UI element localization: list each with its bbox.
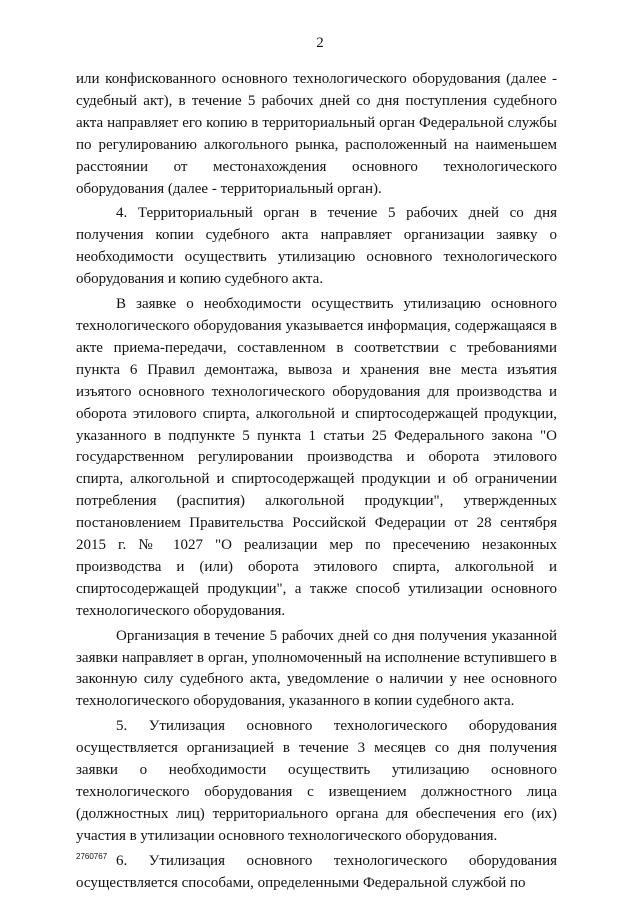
document-code: 2760767 <box>76 852 108 861</box>
paragraph-item-4: 4. Территориальный орган в течение 5 рабочих дней со дня получения копии судебного акта направляет организации заявку о необходимости осуществить утилизацию основного технологического оборудования и копию судебного акта. <box>76 205 557 288</box>
paragraph-application-content: В заявке о необходимости осуществить утилизацию основного технологического оборудования указывается информация, содержащаяся в акте приема-передачи, составленном в соответствии с требованиями пункта 6 Правил демонтажа, вывоза и хранения вне места изъятия изъятого основного технологического оборудования для производства и оборота этилового спирта, алкогольной и спиртосодержащей продукции, указанного в подпункте 5 пункта 1 статьи 25 Федерального закона "О государственном регулировании производства и оборота этилового спирта, алкогольной и спиртосодержащей продукции и об ограничении потребления (распития) алкогольной продукции", утвержденных постановлением Правительства Российской Федерации от 28 сентября 2015 г. № 1027 "О реализации мер по пресечению незаконных производства и (или) оборота этилового спирта, алкогольной и спиртосодержащей продукции", а также способ утилизации основного технологического оборудования. <box>76 296 557 619</box>
paragraph-item-6: 6. Утилизация основного технологического оборудования осуществляется способами, определенными Федеральной службой по <box>76 852 557 891</box>
paragraph-organization-notice: Организация в течение 5 рабочих дней со дня получения указанной заявки направляет в орган, уполномоченный на исполнение вступившего в законную силу судебного акта, уведомление о наличии у нее основного технологического оборудования, указанного в копии судебного акта. <box>76 627 557 710</box>
paragraph-item-5: 5. Утилизация основного технологического оборудования осуществляется организацией в течение 3 месяцев со дня получения заявки о необходимости осуществить утилизацию основного технологического оборудования с извещением должностного лица (должностных лиц) территориального органа для обеспечения его (их) участия в утилизации основного технологического оборудования. <box>76 718 557 844</box>
page-number: 2 <box>316 35 324 51</box>
paragraph-continuation: или конфискованного основного технологического оборудования (далее - судебный акт), в течение 5 рабочих дней со дня поступления судебного акта направляет его копию в территориальный орган Федеральной службы по регулированию алкогольного рынка, расположенный на наименьшем расстоянии от местонахождения основного технологического оборудования (далее - территориальный орган). <box>76 71 557 197</box>
document-body <box>76 69 557 898</box>
